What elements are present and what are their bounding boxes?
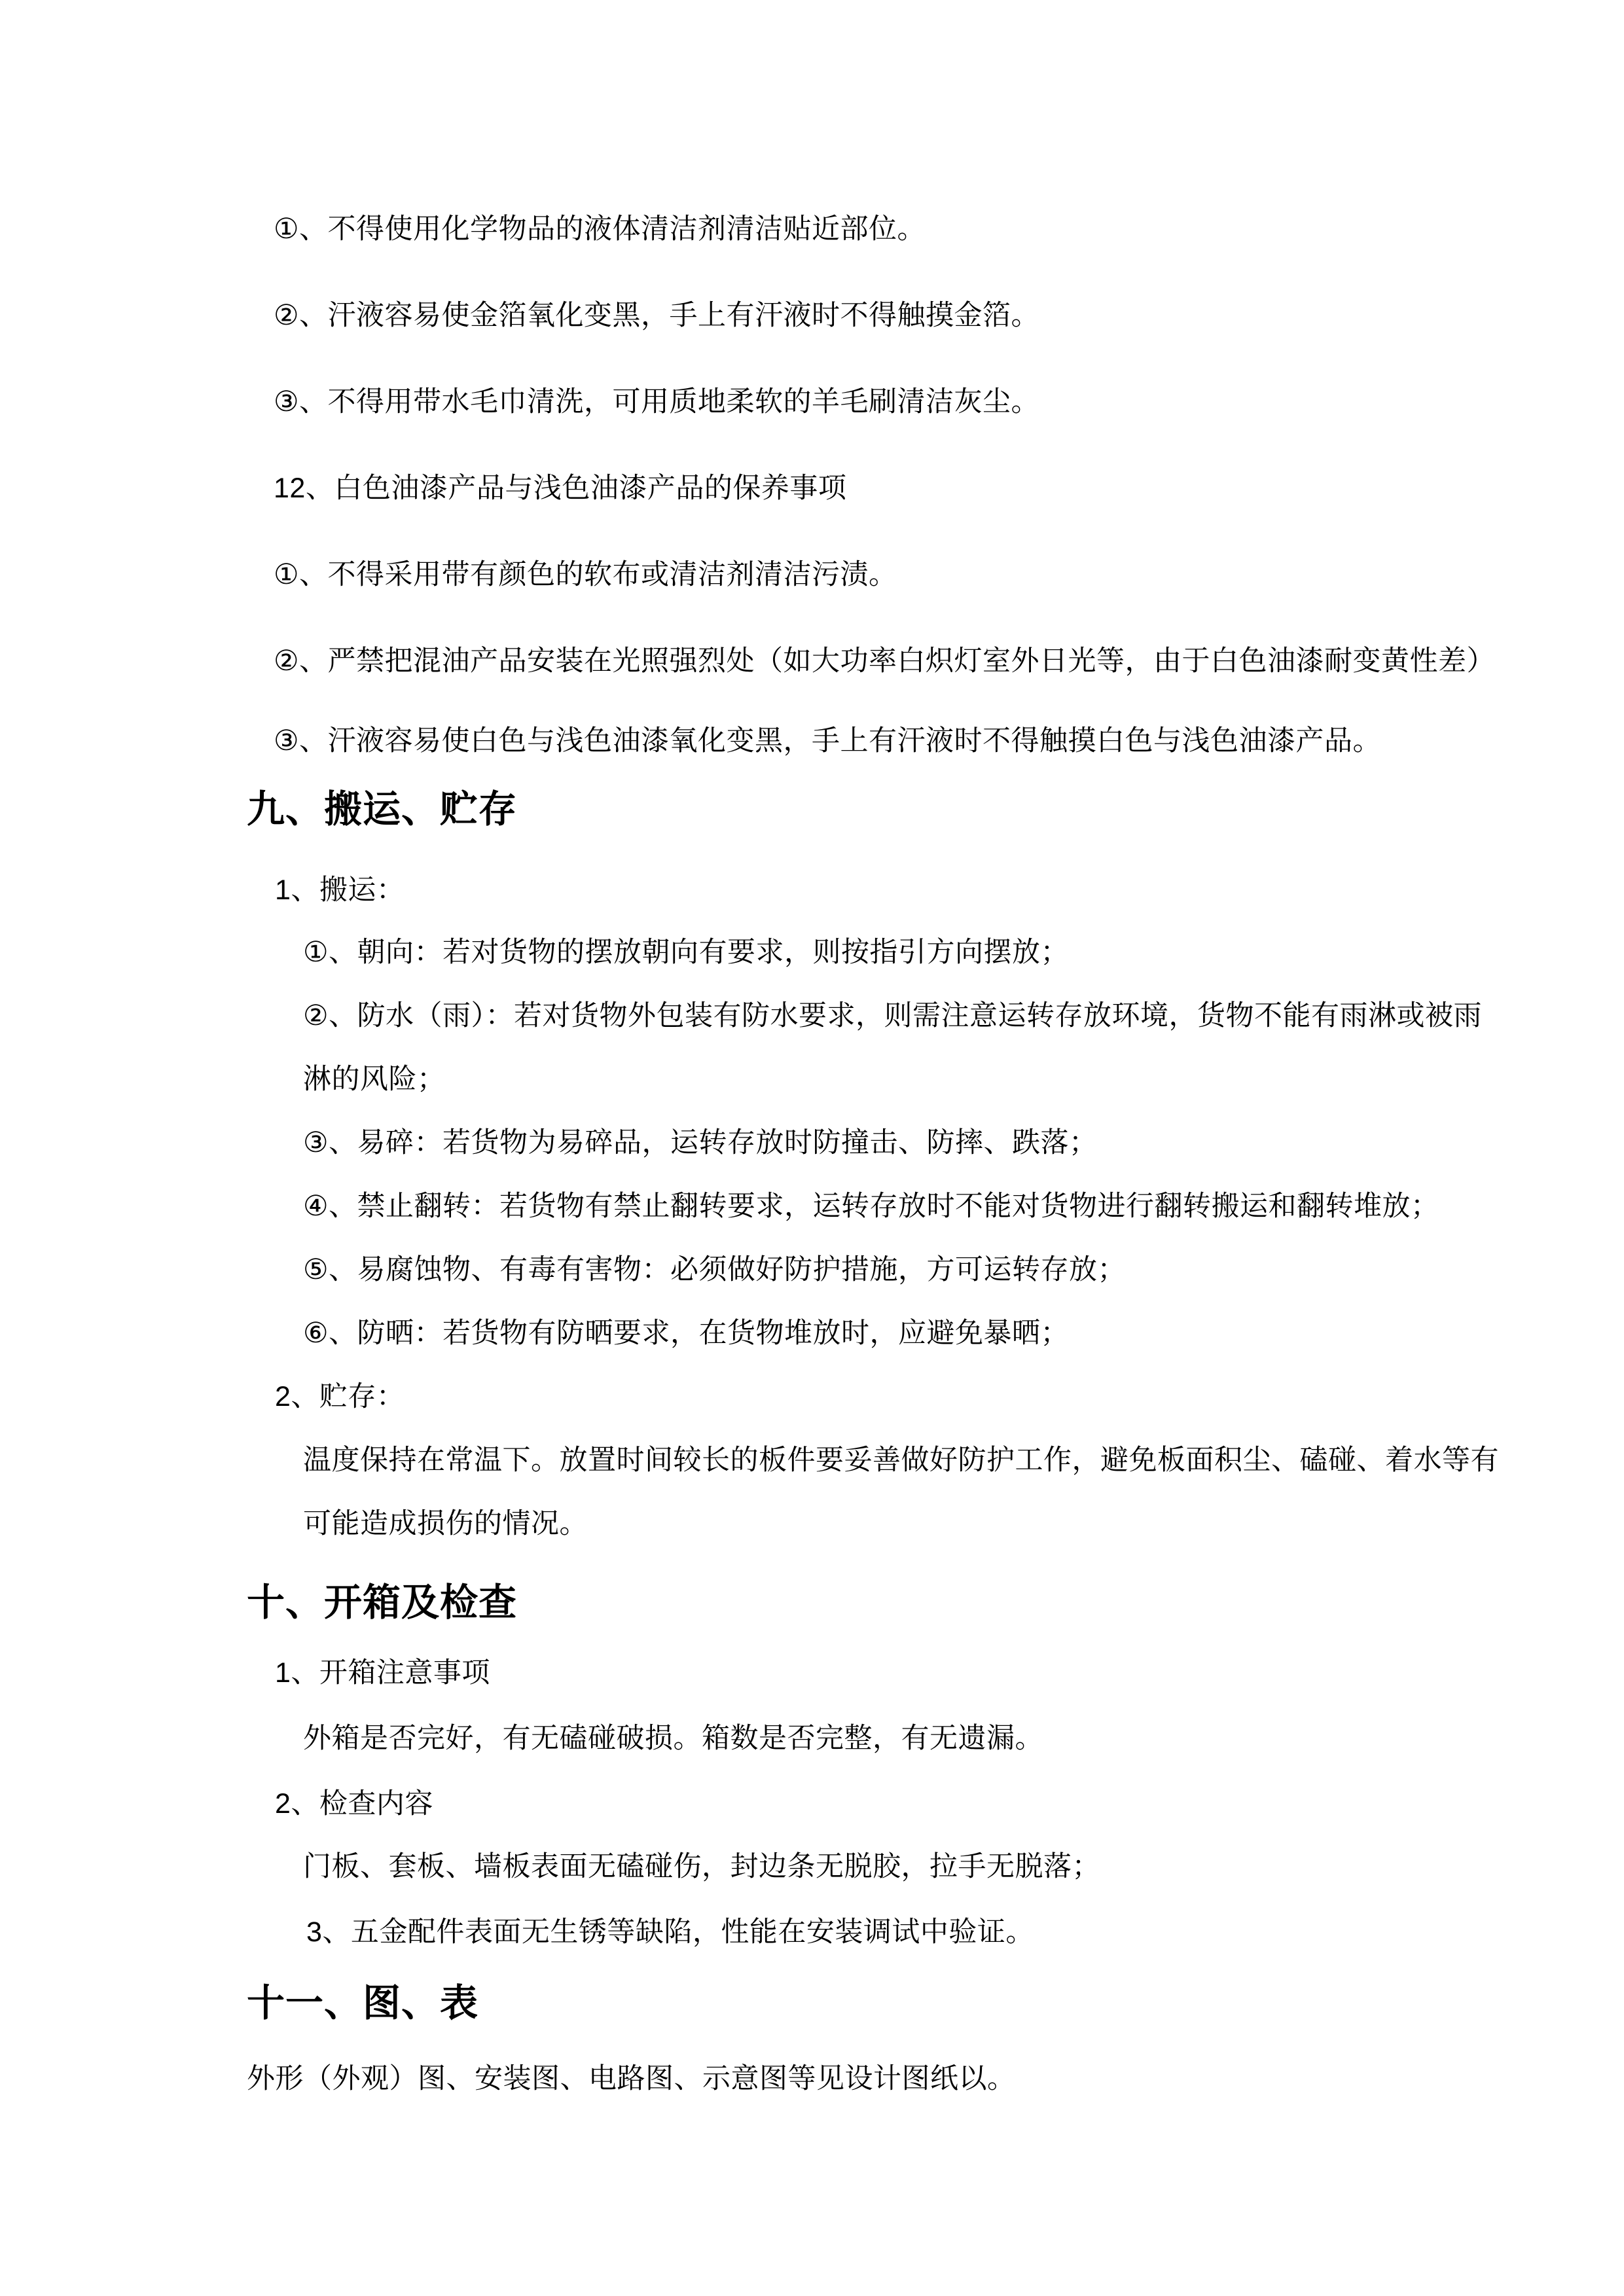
paragraph-line: 2、检查内容 [275,1788,433,1820]
paragraph-line: ③、汗液容易使白色与浅色油漆氧化变黑，手上有汗液时不得触摸白色与浅色油漆产品。 [274,725,1382,757]
paragraph-line: ⑥、防晒：若货物有防晒要求，在货物堆放时，应避免暴晒； [303,1318,1070,1349]
paragraph-line: 门板、套板、墙板表面无磕碰伤，封边条无脱胶，拉手无脱落； [303,1851,1100,1882]
paragraph-line: ②、汗液容易使金箔氧化变黑，手上有汗液时不得触摸金箔。 [274,300,1040,331]
paragraph-line: ①、不得使用化学物品的液体清洁剂清洁贴近部位。 [274,213,926,245]
section-heading: 十、开箱及检查 [247,1581,518,1624]
paragraph-line: 3、五金配件表面无生锈等缺陷，性能在安装调试中验证。 [306,1916,1034,1948]
paragraph-line: ③、不得用带水毛巾清洗，可用质地柔软的羊毛刷清洁灰尘。 [274,386,1040,418]
section-heading: 十一、图、表 [247,1982,479,2024]
paragraph-line: 可能造成损伤的情况。 [303,1508,588,1539]
paragraph-line: 外形（外观）图、安装图、电路图、示意图等见设计图纸以。 [247,2063,1016,2094]
paragraph-line: ③、易碎：若货物为易碎品，运转存放时防撞击、防摔、跌落； [303,1127,1098,1158]
paragraph-line: 12、白色油漆产品与浅色油漆产品的保养事项 [274,473,847,504]
paragraph-line: ①、朝向：若对货物的摆放朝向有要求，则按指引方向摆放； [303,937,1070,968]
paragraph-line: ②、严禁把混油产品安装在光照强烈处（如大功率白炽灯室外日光等，由于白色油漆耐变黄性差） [274,645,1496,677]
paragraph-line: 温度保持在常温下。放置时间较长的板件要妥善做好防护工作，避免板面积尘、磕碰、着水等有 [303,1444,1499,1476]
paragraph-line: 2、贮存： [275,1381,405,1412]
paragraph-line: ⑤、易腐蚀物、有毒有害物：必须做好防护措施，方可运转存放； [303,1254,1127,1285]
paragraph-line: 淋的风险； [303,1064,446,1095]
paragraph-line: 外箱是否完好，有无磕碰破损。箱数是否完整，有无遗漏。 [303,1723,1043,1754]
paragraph-line: 1、搬运： [275,874,405,906]
paragraph-line: ④、禁止翻转：若货物有禁止翻转要求，运转存放时不能对货物进行翻转搬运和翻转堆放； [303,1191,1439,1222]
paragraph-line: ②、防水（雨）：若对货物外包装有防水要求，则需注意运转存放环境，货物不能有雨淋或被雨 [303,1000,1483,1031]
paragraph-line: 1、开箱注意事项 [275,1657,490,1689]
paragraph-line: ①、不得采用带有颜色的软布或清洁剂清洁污渍。 [274,559,897,590]
section-heading: 九、搬运、贮存 [247,788,518,831]
